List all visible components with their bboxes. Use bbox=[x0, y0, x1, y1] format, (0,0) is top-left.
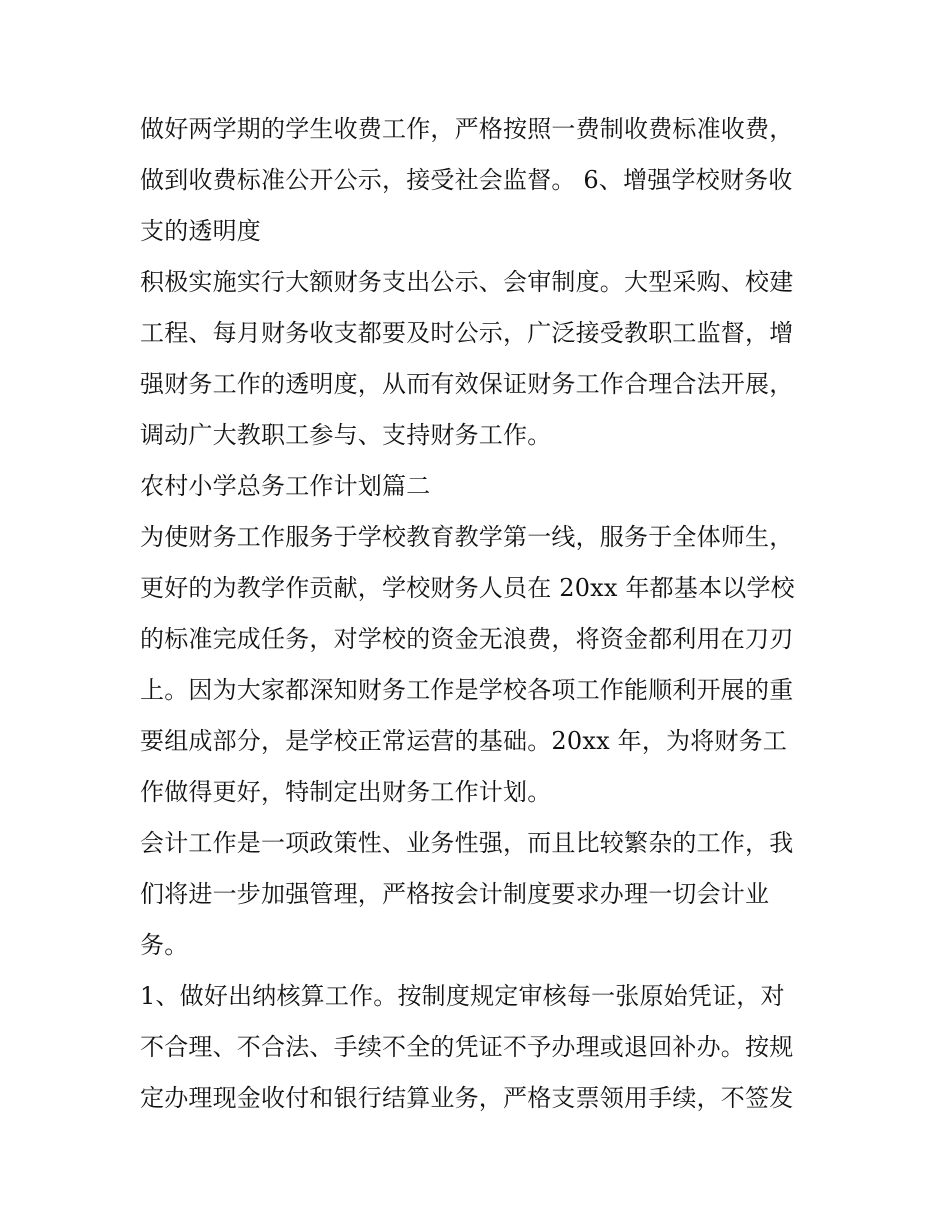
text-line: 定办理现金收付和银行结算业务，严格支票领用手续，不签发 bbox=[140, 1084, 794, 1112]
text-line: 务。 bbox=[140, 931, 189, 959]
text-line: 做到收费标准公开公示，接受社会监督。 6、增强学校财务收 bbox=[140, 166, 793, 194]
paragraph-transparency bbox=[140, 257, 820, 461]
text-line: 不合理、不合法、手续不全的凭证不予办理或退回补办。按规 bbox=[140, 1033, 794, 1061]
text-line: 的标准完成任务，对学校的资金无浪费，将资金都利用在刀刃 bbox=[140, 625, 794, 653]
text-line: 要组成部分，是学校正常运营的基础。20xx 年，为将财务工 bbox=[140, 727, 788, 755]
text-line: 调动广大教职工参与、支持财务工作。 bbox=[140, 421, 552, 449]
paragraph-fees bbox=[140, 104, 820, 257]
document-body bbox=[140, 104, 820, 1124]
text-line: 支的透明度 bbox=[140, 217, 261, 245]
text-line: 1、做好出纳核算工作。按制度规定审核每一张原始凭证，对 bbox=[140, 982, 785, 1010]
text-line: 上。因为大家都深知财务工作是学校各项工作能顺利开展的重 bbox=[140, 676, 794, 704]
text-line: 会计工作是一项政策性、业务性强，而且比较繁杂的工作，我 bbox=[140, 829, 794, 857]
section-heading-text: 农村小学总务工作计划篇二 bbox=[140, 472, 431, 500]
text-line: 做好两学期的学生收费工作，严格按照一费制收费标准收费， bbox=[140, 115, 794, 143]
paragraph-intro bbox=[140, 512, 820, 818]
text-line: 作做得更好，特制定出财务工作计划。 bbox=[140, 778, 552, 806]
paragraph-accounting bbox=[140, 818, 820, 971]
text-line: 为使财务工作服务于学校教育教学第一线，服务于全体师生， bbox=[140, 523, 794, 551]
text-line: 们将进一步加强管理，严格按会计制度要求办理一切会计业 bbox=[140, 880, 770, 908]
text-line: 强财务工作的透明度，从而有效保证财务工作合理合法开展， bbox=[140, 370, 794, 398]
text-line: 积极实施实行大额财务支出公示、会审制度。大型采购、校建 bbox=[140, 268, 794, 296]
paragraph-item-1 bbox=[140, 971, 820, 1124]
section-heading bbox=[140, 461, 820, 512]
text-line: 更好的为教学作贡献，学校财务人员在 20xx 年都基本以学校 bbox=[140, 574, 795, 602]
text-line: 工程、每月财务收支都要及时公示，广泛接受教职工监督，增 bbox=[140, 319, 794, 347]
